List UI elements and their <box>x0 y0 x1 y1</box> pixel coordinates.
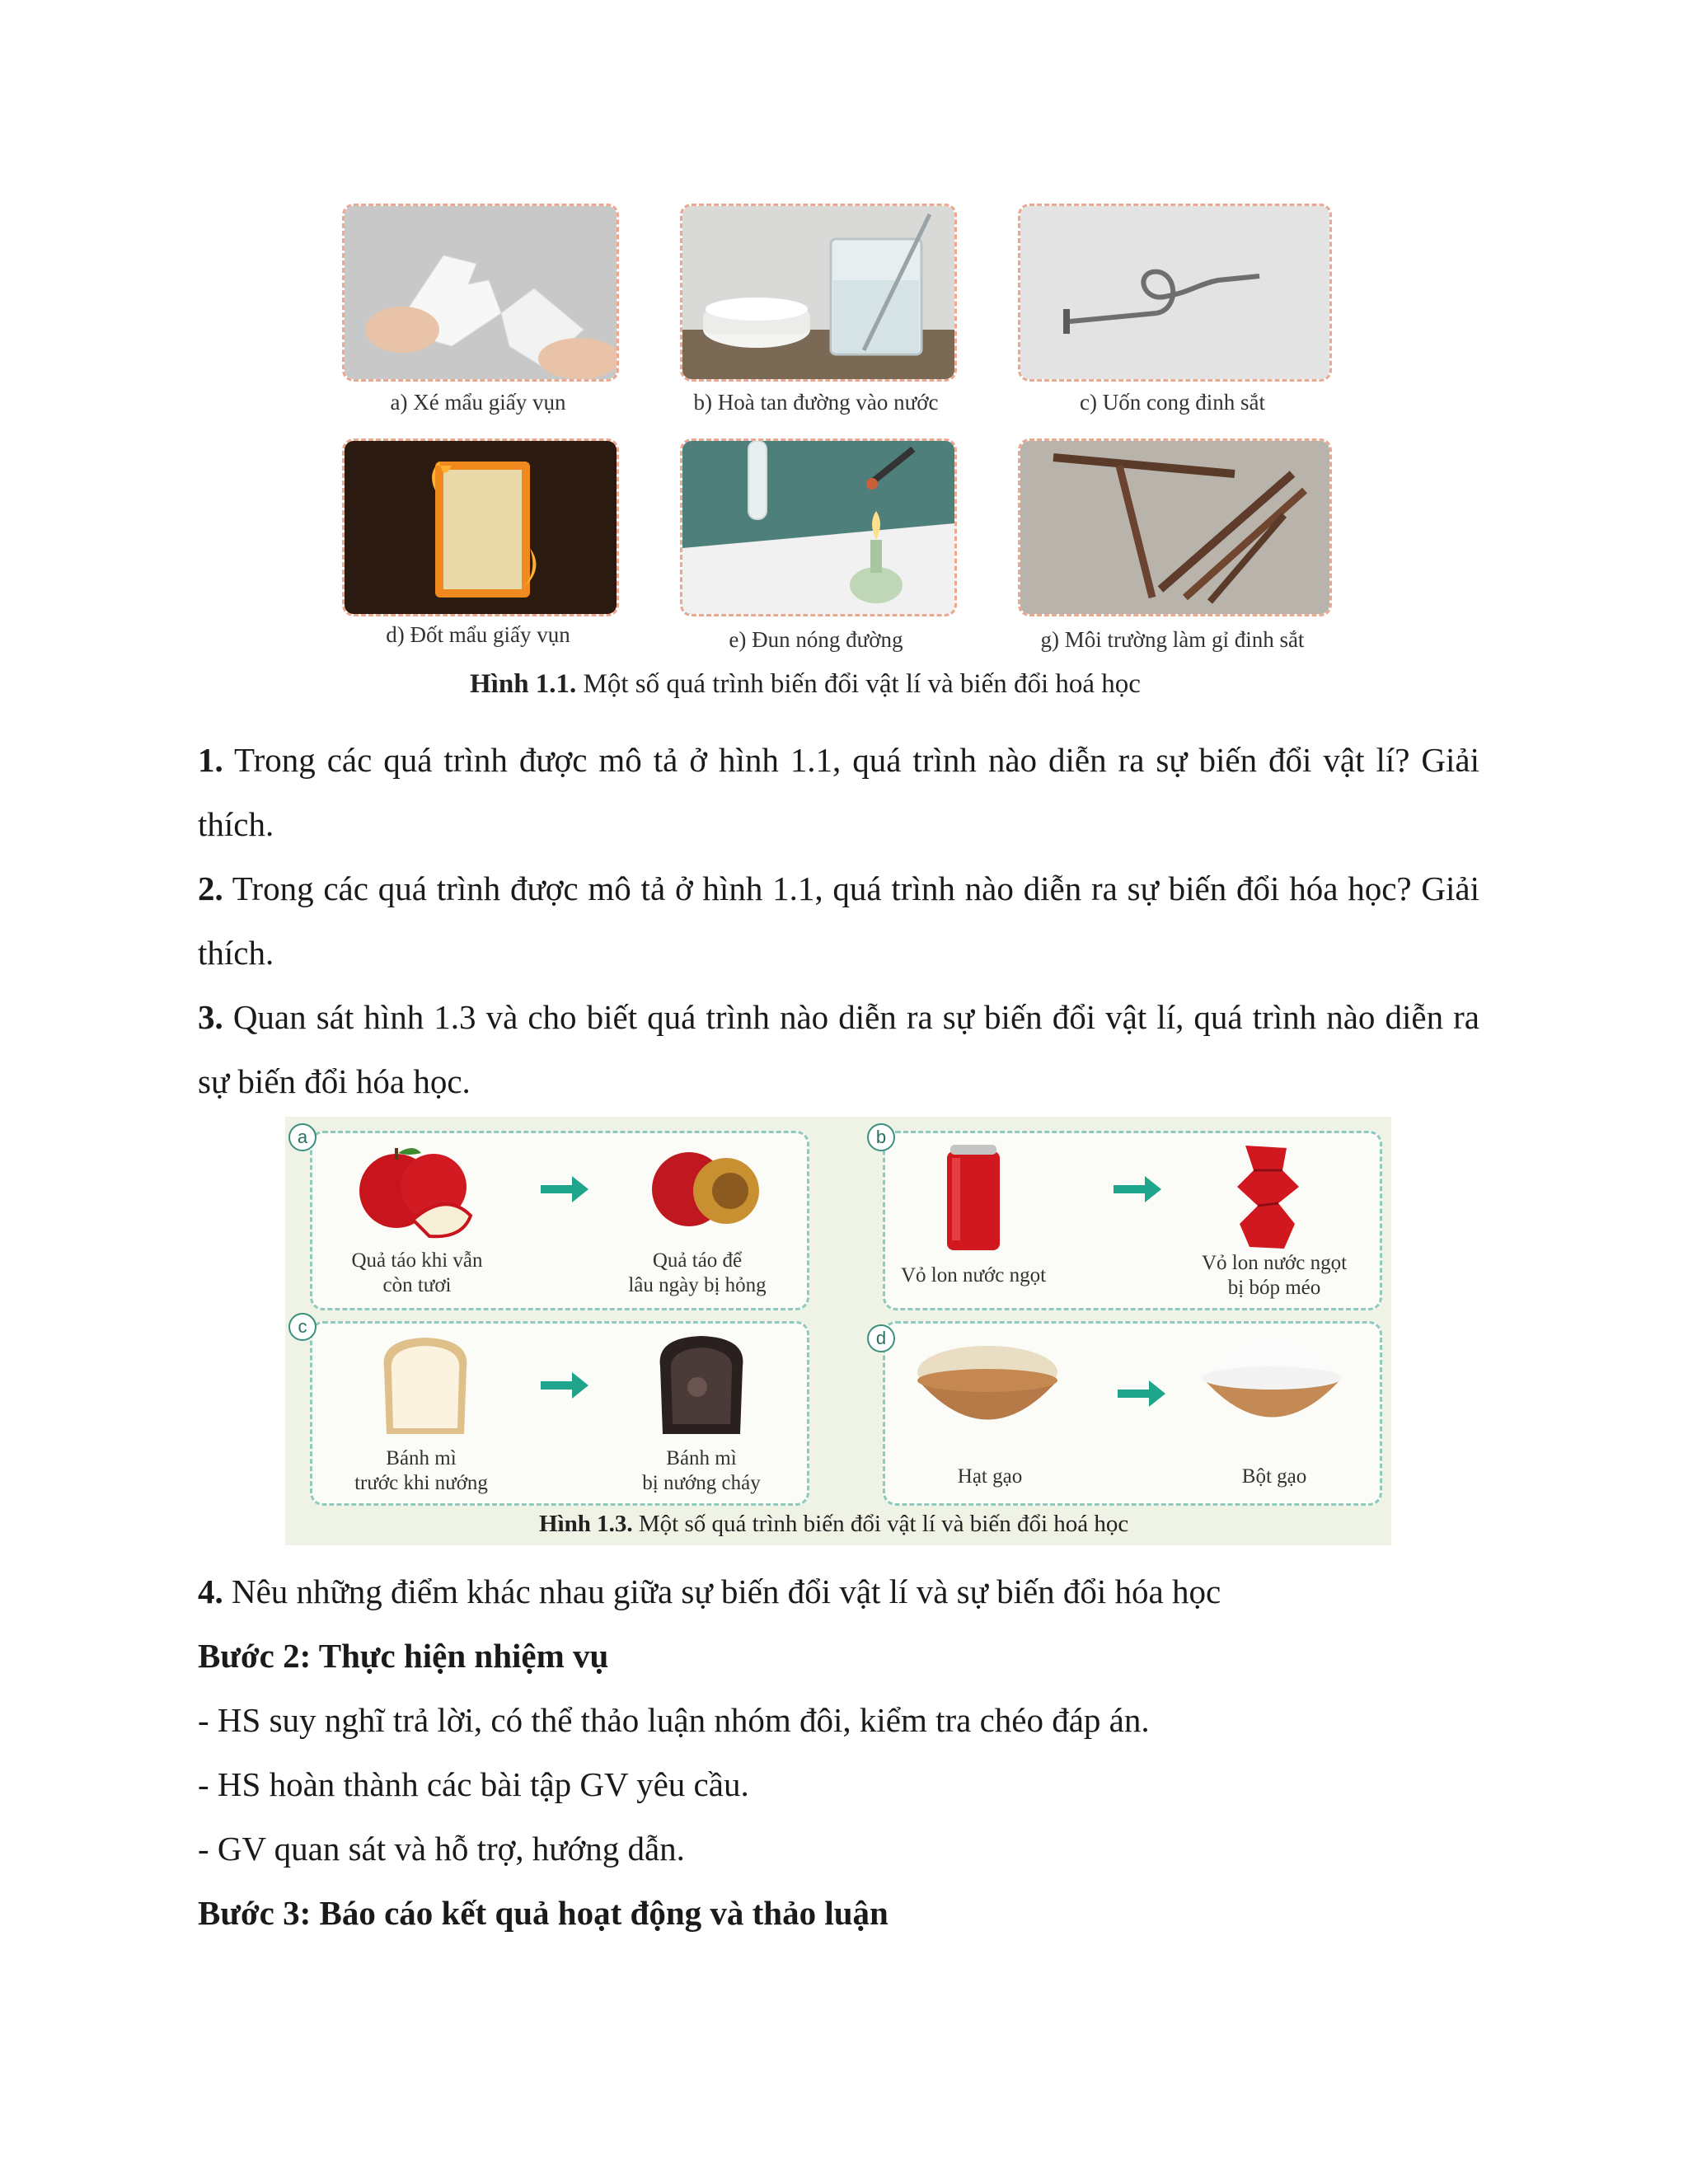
step-3-title: Bước 3: Báo cáo kết quả hoạt động và thảo luận <box>198 1894 889 1932</box>
figure-1-3-caption-text: Một số quá trình biến đổi vật lí và biến đổi hoá học <box>632 1511 1129 1537</box>
caption-a: a) Xé mẩu giấy vụn <box>390 390 566 415</box>
badge-c: c <box>288 1313 316 1341</box>
soda-can <box>940 1141 1006 1257</box>
caption-soda-can: Vỏ lon nước ngọt <box>900 1264 1047 1286</box>
question-4-text: Nêu những điểm khác nhau giữa sự biến đổi vật lí và sự biến đổi hóa học <box>223 1572 1221 1610</box>
photo-burning-paper <box>342 438 619 616</box>
step-2-line-2: - HS hoàn thành các bài tập GV yêu cầu. <box>198 1765 749 1803</box>
caption-c: c) Uốn cong đinh sắt <box>1080 390 1265 415</box>
arrow-c-icon <box>541 1371 590 1400</box>
photo-bent-nail <box>1018 204 1332 382</box>
photo-heating-sugar <box>680 438 957 616</box>
question-2-number: 2. <box>198 869 223 907</box>
photo-tearing-paper <box>342 204 619 382</box>
caption-e: e) Đun nóng đường <box>729 627 903 652</box>
photo-rusty-nails <box>1018 438 1332 616</box>
photo-sugar-water <box>680 204 957 382</box>
step-2-line-3: - GV quan sát và hỗ trợ, hướng dẫn. <box>198 1830 685 1868</box>
question-1-text: Trong các quá trình được mô tả ở hình 1.1, quá trình nào diễn ra sự biến đổi vật lí? Giải thích. <box>198 741 1479 843</box>
caption-b: b) Hoà tan đường vào nước <box>693 390 939 415</box>
arrow-b-icon <box>1114 1174 1163 1204</box>
badge-b: b <box>867 1123 895 1151</box>
caption-crushed-can: Vỏ lon nước ngọt bị bóp méo <box>1201 1252 1348 1299</box>
caption-rotten-apple: Quả táo để lâu ngày bị hỏng <box>628 1249 767 1296</box>
caption-d: d) Đốt mẩu giấy vụn <box>386 622 570 647</box>
question-3-text: Quan sát hình 1.3 và cho biết quá trình nào diễn ra sự biến đổi vật lí, quá trình nào diễn ra sự biến đổi hóa học. <box>198 998 1479 1100</box>
caption-rice-grains: Hạt gạo <box>957 1465 1023 1488</box>
figure-1-1 <box>338 202 1360 713</box>
figure-1-1-caption-text: Một số quá trình biến đổi vật lí và biến đổi hoá học <box>576 669 1141 699</box>
rotten-apple <box>631 1141 771 1232</box>
arrow-a-icon <box>541 1174 590 1204</box>
fresh-apples <box>339 1141 487 1240</box>
question-2-text: Trong các quá trình được mô tả ở hình 1.1, quá trình nào diễn ra sự biến đổi hóa học? Giải thích. <box>198 869 1479 972</box>
figure-1-1-label: Hình 1.1. <box>470 669 577 699</box>
figure-1-3-caption <box>539 1511 1128 1538</box>
caption-fresh-apple: Quả táo khi vẫn còn tươi <box>351 1249 483 1296</box>
figure-1-3 <box>285 1117 1391 1545</box>
badge-a: a <box>288 1123 316 1151</box>
badge-d: d <box>867 1324 895 1352</box>
caption-burnt-bread: Bánh mì bị nướng cháy <box>642 1447 761 1494</box>
question-2 <box>198 856 1479 985</box>
figure-1-3-label: Hình 1.3. <box>539 1511 633 1537</box>
step-2-title: Bước 2: Thực hiện nhiệm vụ <box>198 1637 609 1675</box>
figure-1-1-caption <box>470 669 1141 700</box>
question-1 <box>198 728 1479 856</box>
question-1-number: 1. <box>198 741 223 779</box>
rice-flour-bowl <box>1196 1333 1348 1444</box>
burnt-bread <box>648 1329 755 1438</box>
rice-grains-bowl <box>912 1335 1064 1446</box>
caption-g: g) Môi trường làm gỉ đinh sắt <box>1040 627 1305 652</box>
question-4 <box>198 1572 1221 1611</box>
caption-rice-flour: Bột gạo <box>1241 1465 1307 1488</box>
question-3 <box>198 985 1479 1113</box>
question-3-number: 3. <box>198 998 223 1036</box>
question-4-number: 4. <box>198 1572 223 1610</box>
fresh-bread <box>372 1331 479 1438</box>
crushed-can <box>1225 1141 1307 1253</box>
arrow-d-icon <box>1118 1379 1167 1408</box>
caption-fresh-bread: Bánh mì trước khi nướng <box>354 1447 488 1494</box>
step-2-line-1: - HS suy nghĩ trả lời, có thể thảo luận nhóm đôi, kiểm tra chéo đáp án. <box>198 1701 1150 1739</box>
